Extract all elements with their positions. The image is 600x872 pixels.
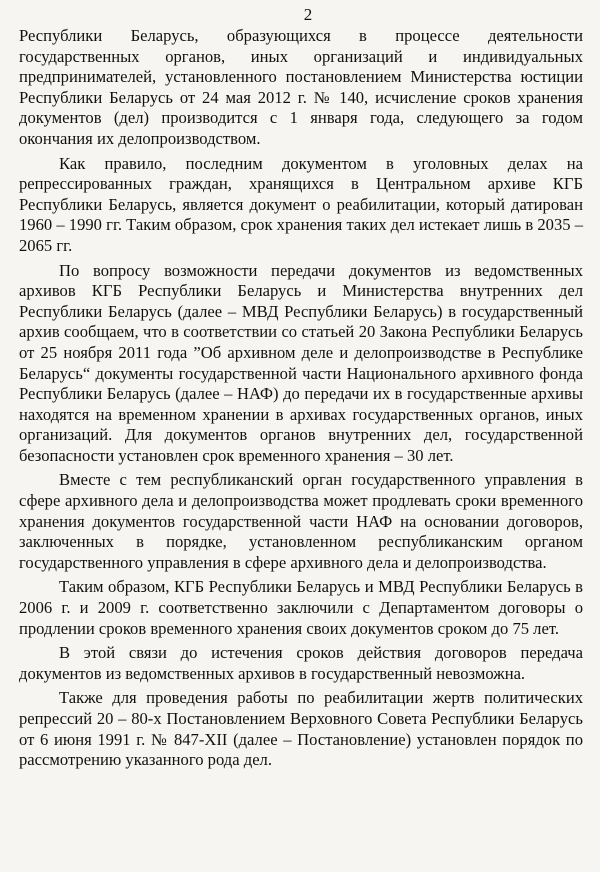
paragraph: Таким образом, КГБ Республики Беларусь и МВД Республики Беларусь в 2006 г. и 2009 г. соответственно заключили с Департаментом договоры о продлении сроков временного хранения своих документов сроком до 75 лет. — [19, 577, 583, 638]
paragraph: По вопросу возможности передачи документов из ведомственных архивов КГБ Республики Беларусь и Министерства внутренних дел Республики Беларусь (далее – МВД Республики Беларусь) в государственный архив сообщаем, что в соответствии со статьей 20 Закона Республики Беларусь от 25 ноября 2011 года ”Об архивном деле и делопроизводстве в Республике Беларусь“ документы государственной части Национального архивного фонда Республики Беларусь (далее – НАФ) до передачи их в государственные архивы находятся на временном хранении в архивах государственных органов, иных организаций. Для документов органов внутренних дел, государственной безопасности установлен срок временного хранения – 30 лет. — [19, 260, 583, 465]
paragraph: Республики Беларусь, образующихся в процессе деятельности государственных органов, иных организаций и индивидуальных предпринимателей, установленного постановлением Министерства юстиции Республики Беларусь от 24 мая 2012 г. № 140, исчисление сроков хранения документов (дел) производится с 1 января года, следующего за годом окончания их делопроизводством. — [19, 26, 583, 148]
paragraph: Как правило, последним документом в уголовных делах на репрессированных граждан, хранящихся в Центральном архиве КГБ Республики Беларусь, является документ о реабилитации, который датирован 1960 – 1990 гг. Таким образом, срок хранения таких дел истекает лишь в 2035 – 2065 гг. — [19, 153, 583, 255]
paragraph: Также для проведения работы по реабилитации жертв политических репрессий 20 – 80-х Постановлением Верховного Совета Республики Беларусь от 6 июня 1991 г. № 847-XII (далее – Постановление) установлен порядок по рассмотрению указанного рода дел. — [19, 688, 583, 770]
page-number: 2 — [303, 5, 313, 24]
document-body — [19, 26, 583, 771]
paragraph: Вместе с тем республиканский орган государственного управления в сфере архивного дела и делопроизводства может продлевать сроки временного хранения документов государственной части НАФ на основании договоров, заключенных в порядке, установленном республиканским органом государственного управления в сфере архивного дела и делопроизводства. — [19, 470, 583, 572]
paragraph: В этой связи до истечения сроков действия договоров передача документов из ведомственных архивов в государственный невозможна. — [19, 643, 583, 683]
